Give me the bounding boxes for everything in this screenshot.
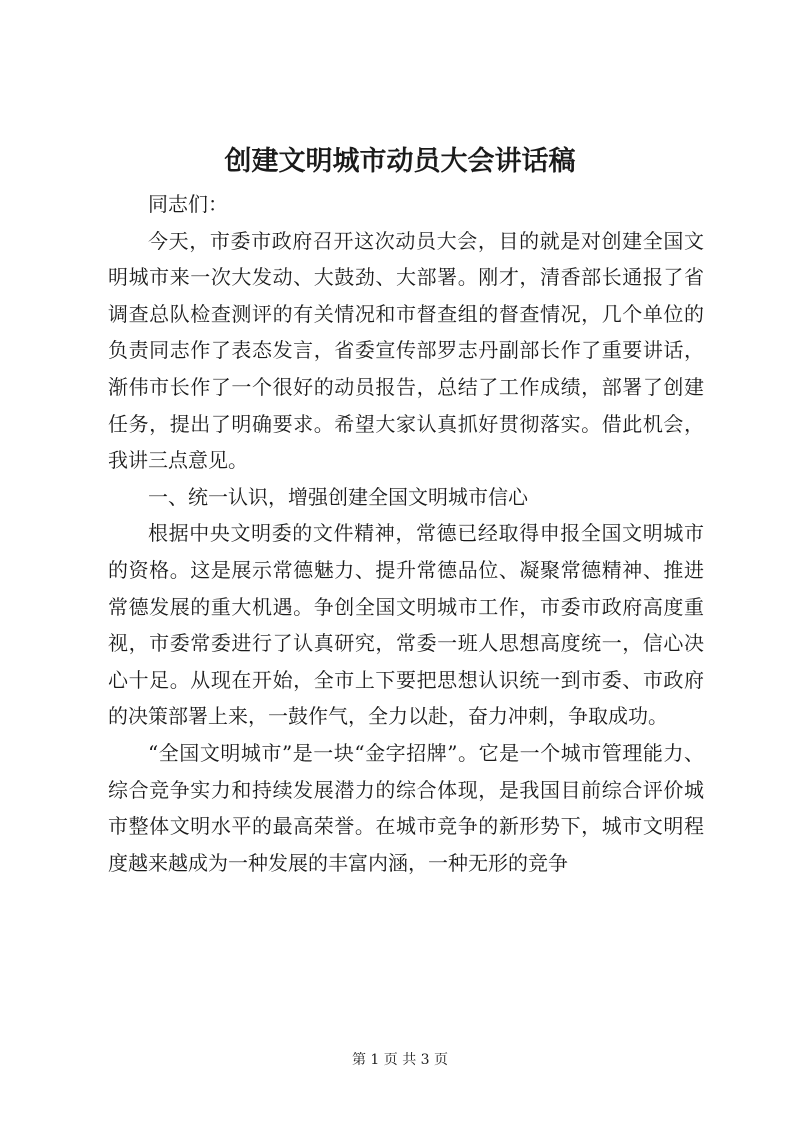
body-paragraph: “全国文明城市”是一块“金字招牌”。它是一个城市管理能力、综合竞争实力和持续发展潜力的综合体现，是我国目前综合评价城市整体文明水平的最高荣誉。在城市竞争的新形势下，城市文明程度越来越成为一种发展的丰富内涵，一种无形的竞争 [108, 740, 704, 875]
body-paragraph: 根据中央文明委的文件精神，常德已经取得申报全国文明城市的资格。这是展示常德魅力、提升常德品位、凝聚常德精神、推进常德发展的重大机遇。争创全国文明城市工作，市委市政府高度重视，市委常委进行了认真研究，常委一班人思想高度统一，信心决心十足。从现在开始，全市上下要把思想认识统一到市委、市政府的决策部署上来，一鼓作气，全力以赴，奋力冲刺，争取成功。 [108, 521, 704, 729]
page-footer: 第 1 页 共 3 页 [351, 1052, 449, 1068]
salutation-paragraph: 同志们： [148, 192, 228, 216]
section-heading: 一、统一认识，增强创建全国文明城市信心 [148, 484, 528, 509]
intro-paragraph: 今天，市委市政府召开这次动员大会，目的就是对创建全国文明城市来一次大发动、大鼓劲、大部署。刚才，清香部长通报了省调查总队检查测评的有关情况和市督查组的督查情况，几个单位的负责同志作了表态发言，省委宣传部罗志丹副部长作了重要讲话，渐伟市长作了一个很好的动员报告，总结了工作成绩，部署了创建任务，提出了明确要求。希望大家认真抓好贯彻落实。借此机会，我讲三点意见。 [108, 228, 704, 473]
document-body [108, 186, 704, 881]
document-title: 创建文明城市动员大会讲话稿 [224, 146, 576, 177]
